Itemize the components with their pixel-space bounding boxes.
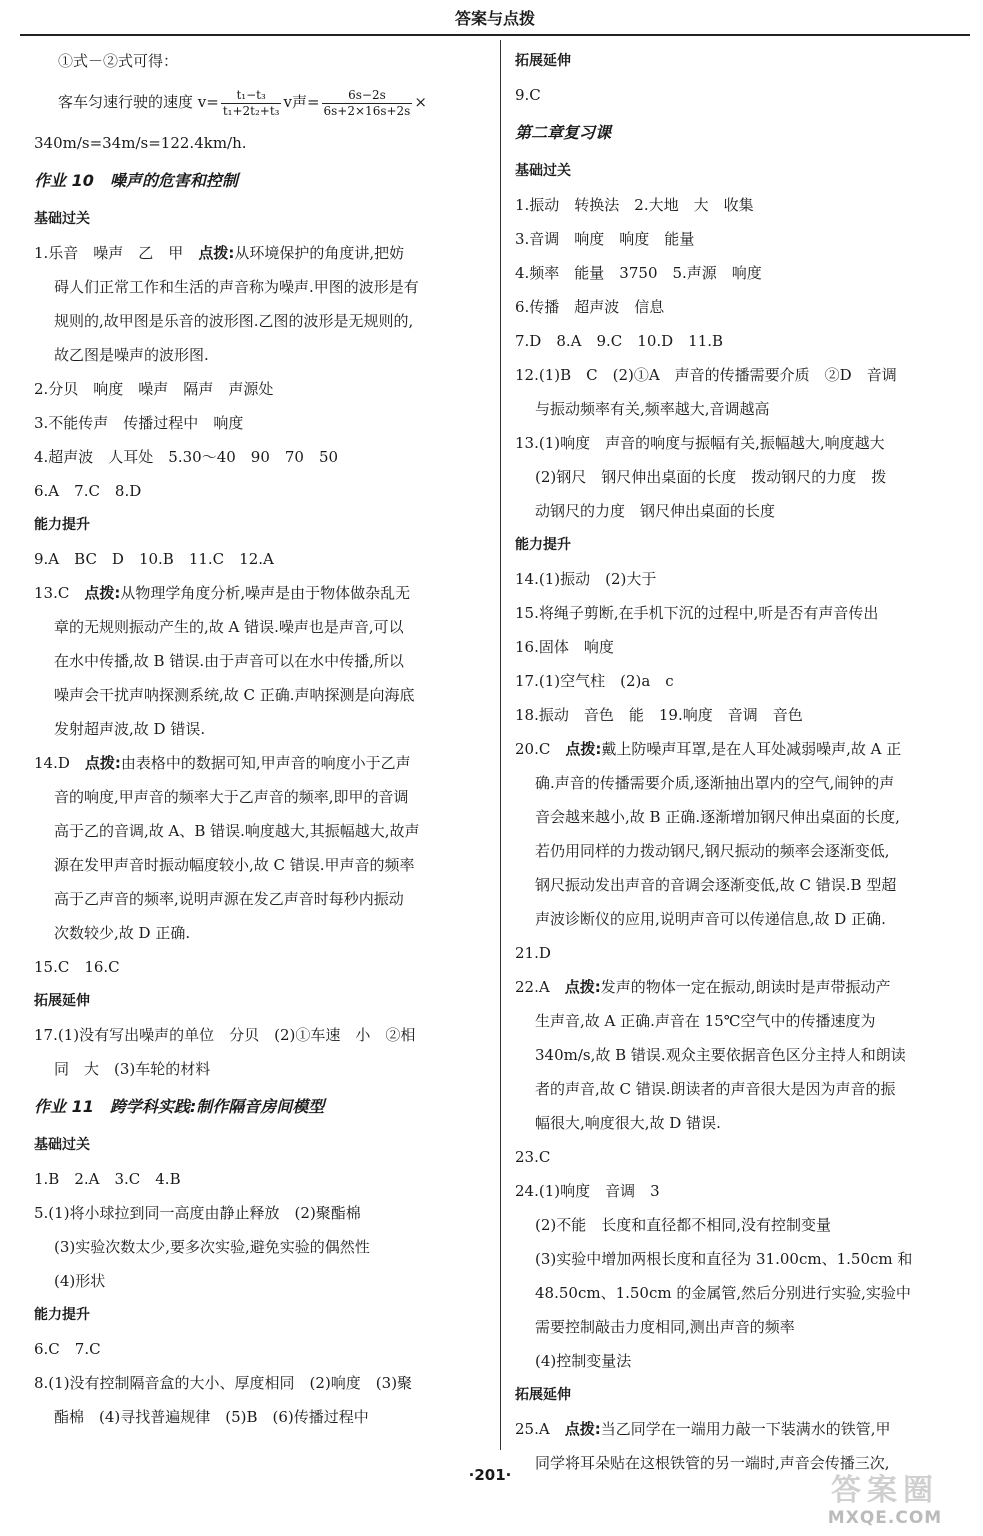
hint-label: 点拨: — [564, 1420, 601, 1438]
answer-line: 源在发甲声音时振动幅度较小,故 C 错误.甲声音的频率 — [54, 856, 415, 874]
answer-line: 13.(1)响度 声音的响度与振幅有关,振幅越大,响度越大 — [515, 434, 885, 452]
subsection-label: 拓展延伸 — [34, 993, 90, 1009]
answer-line: 高于乙声音的频率,说明声源在发乙声音时每秒内振动 — [54, 890, 404, 908]
answer-line: 23.C — [515, 1148, 551, 1166]
answer-line: 6.A 7.C 8.D — [34, 482, 142, 500]
answer-line: 14.(1)振动 (2)大于 — [515, 570, 657, 588]
hint-label: 点拨: — [564, 978, 601, 996]
answer-line — [34, 576, 490, 610]
column-divider — [500, 40, 501, 1450]
answer-line: 4.频率 能量 3750 5.声源 响度 — [515, 264, 762, 282]
right-column — [515, 44, 965, 1480]
answer-number: 20.C — [515, 740, 566, 758]
fraction-numerator: 6s−2s — [322, 88, 413, 104]
answer-line: 碍人们正常工作和生活的声音称为噪声.甲图的波形是有 — [54, 278, 419, 296]
answer-line — [515, 732, 965, 766]
hint-label: 点拨: — [84, 754, 121, 772]
answer-line: 15.将绳子剪断,在手机下沉的过程中,听是否有声音传出 — [515, 604, 879, 622]
answer-line — [515, 970, 965, 1004]
subsection-label: 基础过关 — [34, 1137, 90, 1153]
answer-line: 4.超声波 人耳处 5.30～40 90 70 50 — [34, 448, 339, 466]
answer-text: 由表格中的数据可知,甲声音的响度小于乙声 — [120, 754, 411, 772]
hint-label: 点拨: — [198, 244, 235, 262]
answer-line: 生声音,故 A 正确.声音在 15℃空气中的传播速度为 — [535, 1012, 876, 1030]
answer-line: 340m/s,故 B 错误.观众主要依据音色区分主持人和朗读 — [535, 1046, 906, 1064]
header-rule — [20, 34, 970, 36]
subsection-label: 基础过关 — [515, 163, 571, 179]
subsection-label: 能力提升 — [34, 1307, 90, 1323]
answer-line: (3)实验中增加两根长度和直径为 31.00cm、1.50cm 和 — [535, 1250, 913, 1268]
answer-line: 18.振动 音色 能 19.响度 音调 音色 — [515, 706, 803, 724]
answer-line: 7.D 8.A 9.C 10.D 11.B — [515, 332, 724, 350]
answer-line: 24.(1)响度 音调 3 — [515, 1182, 660, 1200]
answer-line: 在水中传播,故 B 错误.由于声音可以在水中传播,所以 — [54, 652, 404, 670]
answer-line: 者的声音,故 C 错误.朗读者的声音很大是因为声音的振 — [535, 1080, 896, 1098]
answer-line: 同 大 (3)车轮的材料 — [54, 1060, 211, 1078]
answer-line: 15.C 16.C — [34, 958, 120, 976]
subsection-label: 基础过关 — [34, 211, 90, 227]
formula-suffix: × — [414, 93, 427, 111]
fraction-denominator: t₁+2t₂+t₃ — [222, 103, 280, 118]
answer-line: 1.B 2.A 3.C 4.B — [34, 1170, 181, 1188]
answer-line — [34, 236, 490, 270]
fraction-distance — [322, 88, 413, 119]
answer-line: (2)不能 长度和直径都不相同,没有控制变量 — [535, 1216, 832, 1234]
text-line: ①式－②式可得： — [58, 52, 179, 70]
answer-line: 高于乙的音调,故 A、B 错误.响度越大,其振幅越大,故声 — [54, 822, 420, 840]
answer-line: 1.振动 转换法 2.大地 大 收集 — [515, 196, 754, 214]
formula-prefix: 客车匀速行驶的速度 v= — [58, 93, 219, 111]
answer-line: 9.C — [515, 86, 541, 104]
answer-text: 当乙同学在一端用力敲一下装满水的铁管,甲 — [600, 1420, 891, 1438]
answer-line: 若仍用同样的力拨动钢尺,钢尺振动的频率会逐渐变低, — [535, 842, 890, 860]
answer-line: 音的响度,甲声音的频率大于乙声音的频率,即甲的音调 — [54, 788, 409, 806]
answer-line — [34, 746, 490, 780]
answer-text: 从环境保护的角度讲,把妨 — [234, 244, 405, 262]
answer-line: 动钢尺的力度 钢尺伸出桌面的长度 — [535, 502, 776, 520]
answer-line: 12.(1)B C (2)①A 声音的传播需要介质 ②D 音调 — [515, 366, 897, 384]
text-line: 340m/s=34m/s=122.4km/h. — [34, 134, 247, 152]
answer-line: 21.D — [515, 944, 551, 962]
subsection-label: 拓展延伸 — [515, 53, 571, 69]
page-number: ·201· — [468, 1466, 512, 1484]
answer-text: 戴上防噪声耳罩,是在人耳处减弱噪声,故 A 正 — [601, 740, 902, 758]
subsection-label: 能力提升 — [34, 517, 90, 533]
fraction-denominator: 6s+2×16s+2s — [323, 103, 411, 118]
answer-number: 14.D — [34, 754, 85, 772]
answer-number: 22.A — [515, 978, 565, 996]
answer-line: 与振动频率有关,频率越大,音调越高 — [535, 400, 770, 418]
chapter-heading: 第二章复习课 — [515, 123, 612, 142]
hint-label: 点拨: — [565, 740, 602, 758]
answer-text: 从物理学角度分析,噪声是由于物体做杂乱无 — [120, 584, 411, 602]
answer-line: 章的无规则振动产生的,故 A 错误.噪声也是声音,可以 — [54, 618, 404, 636]
page-header: 答案与点拨 — [454, 9, 535, 28]
answer-line: 次数较少,故 D 正确. — [54, 924, 191, 942]
hint-label: 点拨: — [84, 584, 121, 602]
answer-line: 17.(1)空气柱 (2)a c — [515, 672, 674, 690]
answer-number: 1.乐音 噪声 乙 甲 — [34, 244, 199, 262]
answer-number: 25.A — [515, 1420, 565, 1438]
answer-line: 16.固体 响度 — [515, 638, 614, 656]
left-column — [34, 44, 490, 1434]
answer-line: 故乙图是噪声的波形图. — [54, 346, 209, 364]
answer-line: 确.声音的传播需要介质,逐渐抽出罩内的空气,闹钟的声 — [535, 774, 895, 792]
answer-line: 发射超声波,故 D 错误. — [54, 720, 206, 738]
answer-line: 钢尺振动发出声音的音调会逐渐变低,故 C 错误.B 型超 — [535, 876, 897, 894]
answer-number: 13.C — [34, 584, 85, 602]
answer-line: 9.A BC D 10.B 11.C 12.A — [34, 550, 274, 568]
section-heading: 作业 10 噪声的危害和控制 — [34, 171, 238, 190]
answer-line: 8.(1)没有控制隔音盒的大小、厚度相同 (2)响度 (3)聚 — [34, 1374, 413, 1392]
answer-line: 6.传播 超声波 信息 — [515, 298, 665, 316]
answer-line: (4)形状 — [54, 1272, 106, 1290]
fraction-time — [221, 88, 282, 119]
answer-line — [515, 1412, 965, 1446]
fraction-numerator: t₁−t₃ — [221, 88, 282, 104]
speed-formula — [34, 78, 490, 126]
answer-line: 需要控制敲击力度相同,测出声音的频率 — [535, 1318, 795, 1336]
answer-line: 规则的,故甲图是乐音的波形图.乙图的波形是无规则的, — [54, 312, 414, 330]
subsection-label: 能力提升 — [515, 537, 571, 553]
watermark-logo-text: 答案圈 — [831, 1473, 939, 1508]
answer-line: 3.不能传声 传播过程中 响度 — [34, 414, 244, 432]
section-heading: 作业 11 跨学科实践:制作隔音房间模型 — [34, 1097, 325, 1116]
answer-line: (4)控制变量法 — [535, 1352, 632, 1370]
answer-line: 同学将耳朵贴在这根铁管的另一端时,声音会传播三次, — [535, 1454, 890, 1472]
answer-line: 17.(1)没有写出噪声的单位 分贝 (2)①车速 小 ②相 — [34, 1026, 416, 1044]
formula-mid: v声= — [283, 93, 320, 111]
answer-line: (2)钢尺 钢尺伸出桌面的长度 拨动钢尺的力度 拨 — [535, 468, 887, 486]
answer-line: 3.音调 响度 响度 能量 — [515, 230, 695, 248]
answer-line: 酯棉 (4)寻找普遍规律 (5)B (6)传播过程中 — [54, 1408, 369, 1426]
answer-line: 幅很大,响度很大,故 D 错误. — [535, 1114, 721, 1132]
answer-line: 48.50cm、1.50cm 的金属管,然后分别进行实验,实验中 — [535, 1284, 911, 1302]
answer-line: 声波诊断仪的应用,说明声音可以传递信息,故 D 正确. — [535, 910, 886, 928]
answer-text: 发声的物体一定在振动,朗读时是声带振动产 — [600, 978, 891, 996]
answer-line: 6.C 7.C — [34, 1340, 101, 1358]
answer-line: 噪声会干扰声呐探测系统,故 C 正确.声呐探测是向海底 — [54, 686, 415, 704]
answer-line: 5.(1)将小球拉到同一高度由静止释放 (2)聚酯棉 — [34, 1204, 361, 1222]
subsection-label: 拓展延伸 — [515, 1387, 571, 1403]
answer-line: 2.分贝 响度 噪声 隔声 声源处 — [34, 380, 274, 398]
watermark-url: MXQE.COM — [827, 1508, 943, 1528]
answer-line: 音会越来越小,故 B 正确.逐渐增加钢尺伸出桌面的长度, — [535, 808, 900, 826]
site-watermark — [800, 1474, 970, 1532]
answer-line: (3)实验次数太少,要多次实验,避免实验的偶然性 — [54, 1238, 370, 1256]
